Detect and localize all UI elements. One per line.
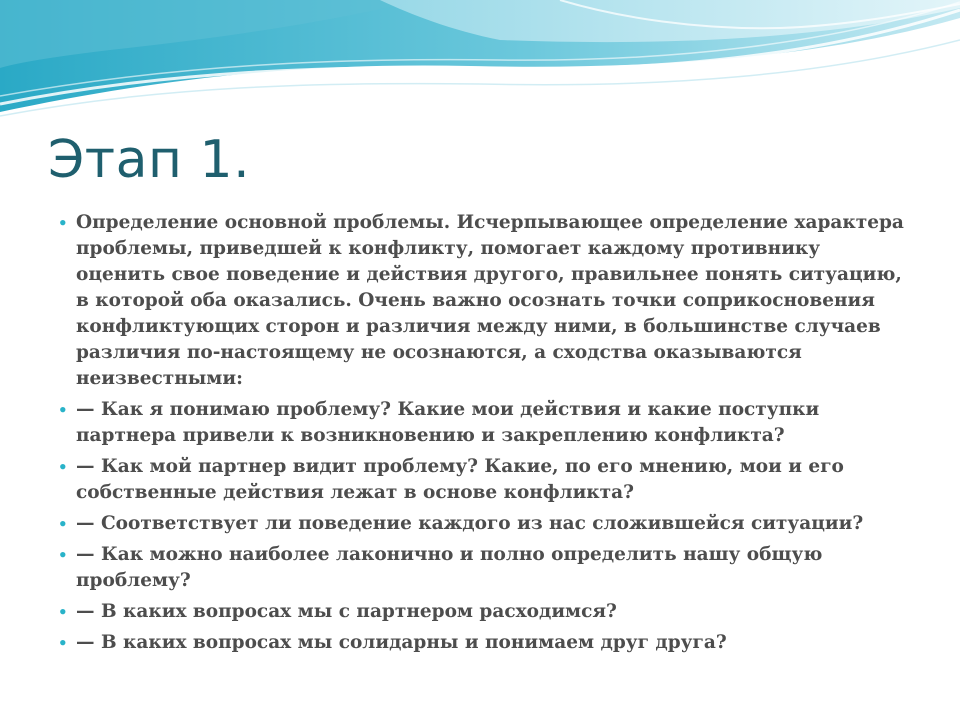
bullet-item-question-6 (58, 630, 908, 656)
bullet-item-question-3 (58, 511, 908, 537)
bullet-text: — Как можно наиболее лаконично и полно определить нашу общую проблему? (76, 544, 823, 591)
bullet-text: — Соответствует ли поведение каждого из нас сложившейся ситуации? (76, 513, 864, 534)
bullet-item-question-5 (58, 599, 908, 625)
bullet-item-question-1 (58, 397, 908, 449)
bullet-text: — Как я понимаю проблему? Какие мои действия и какие поступки партнера привели к возникновению и закреплению конфликта? (76, 399, 820, 446)
bullet-item-intro (58, 210, 908, 392)
bullet-icon: • (58, 603, 68, 621)
bullet-item-question-4 (58, 542, 908, 594)
bullet-icon: • (58, 458, 68, 476)
bullet-icon: • (58, 546, 68, 564)
bullet-icon: • (58, 401, 68, 419)
bullet-icon: • (58, 634, 68, 652)
bullet-icon: • (58, 515, 68, 533)
bullet-list (58, 210, 908, 661)
slide-title: Этап 1. (48, 130, 251, 190)
bullet-icon: • (58, 214, 68, 232)
bullet-text: Определение основной проблемы. Исчерпывающее определение характера проблемы, приведшей к конфликту, помогает каждому противнику оценить свое поведение и действия другого, правильнее понять ситуацию, в которой оба оказались. Очень важно осознать точки соприкосновения конфликтующих сторон и различия между ними, в большинстве случаев различия по-настоящему не осознаются, а сходства оказываются неизвестными: (76, 212, 904, 389)
bullet-item-question-2 (58, 454, 908, 506)
bullet-text: — В каких вопросах мы с партнером расходимся? (76, 601, 617, 622)
bullet-text: — В каких вопросах мы солидарны и понимаем друг друга? (76, 632, 727, 653)
bullet-text: — Как мой партнер видит проблему? Какие, по его мнению, мои и его собственные действия лежат в основе конфликта? (76, 456, 844, 503)
wave-header-decoration (0, 0, 960, 120)
